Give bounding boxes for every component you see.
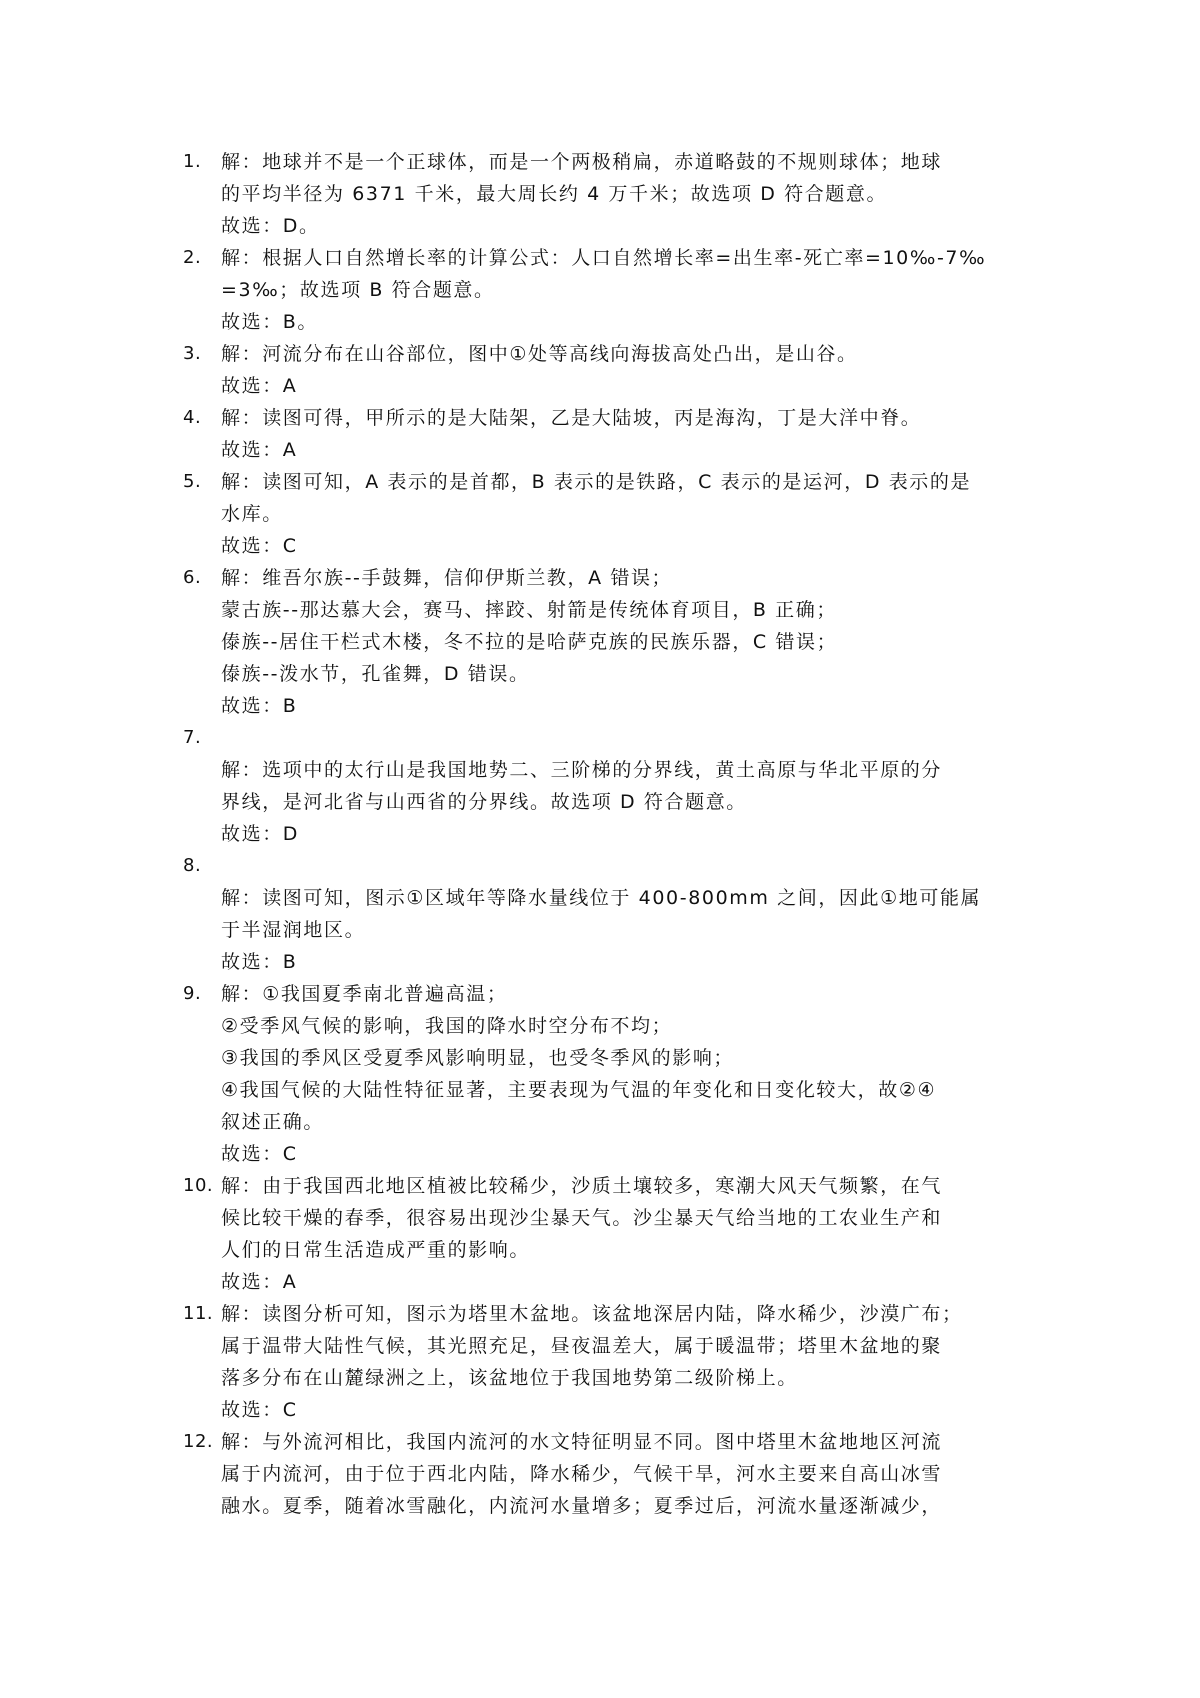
answer-line: 解：地球并不是一个正球体，而是一个两极稍扁，赤道略鼓的不规则球体；地球: [221, 151, 943, 173]
answer-number: 5.: [183, 471, 202, 492]
answer-line: 叙述正确。: [221, 1111, 325, 1133]
answer-choice: 故选：A: [221, 439, 298, 461]
answer-line: 解：选项中的太行山是我国地势二、三阶梯的分界线，黄土高原与华北平原的分: [221, 759, 943, 781]
answer-body: [221, 1426, 1031, 1522]
answer-item-2: [0, 242, 1200, 338]
answer-line: 解：河流分布在山谷部位，图中①处等高线向海拔高处凸出，是山谷。: [221, 343, 858, 365]
answer-number: 11.: [183, 1303, 214, 1324]
answer-choice: 故选：A: [221, 375, 298, 397]
answer-item-10: [0, 1170, 1200, 1298]
answer-body: [221, 978, 1031, 1170]
answer-body: [221, 402, 1031, 466]
answer-line: 落多分布在山麓绿洲之上，该盆地位于我国地势第二级阶梯上。: [221, 1367, 798, 1389]
answer-item-9: [0, 978, 1200, 1170]
answer-line: 融水。夏季，随着冰雪融化，内流河水量增多；夏季过后，河流水量逐渐减少，: [221, 1495, 943, 1517]
answer-line: 属于温带大陆性气候，其光照充足，昼夜温差大，属于暖温带；塔里木盆地的聚: [221, 1335, 943, 1357]
answer-line: 解：①我国夏季南北普遍高温；: [221, 983, 508, 1005]
answer-line: 解：读图可知，图示①区域年等降水量线位于 400-800mm 之间，因此①地可能属: [221, 887, 982, 909]
answer-number: 9.: [183, 983, 202, 1004]
answer-list: [0, 146, 1200, 1522]
answer-choice: 故选：D。: [221, 215, 320, 237]
answer-line: 属于内流河，由于位于西北内陆，降水稀少，气候干旱，河水主要来自高山冰雪: [221, 1463, 943, 1485]
answer-number: 6.: [183, 567, 202, 588]
answer-line: 傣族--居住干栏式木楼，冬不拉的是哈萨克族的民族乐器，C 错误；: [221, 631, 838, 653]
answer-choice: 故选：D: [221, 823, 300, 845]
blank-line: [221, 722, 1031, 754]
answer-item-3: [0, 338, 1200, 402]
answer-line: 解：与外流河相比，我国内流河的水文特征明显不同。图中塔里木盆地地区河流: [221, 1431, 943, 1453]
answer-choice: 故选：B: [221, 951, 298, 973]
answer-line: 于半湿润地区。: [221, 919, 366, 941]
answer-number: 8.: [183, 855, 202, 876]
answer-body: [221, 466, 1031, 562]
answer-line: 候比较干燥的春季，很容易出现沙尘暴天气。沙尘暴天气给当地的工农业生产和: [221, 1207, 943, 1229]
answer-body: [221, 242, 1031, 338]
answer-line: 解：维吾尔族--手鼓舞，信仰伊斯兰教，A 错误；: [221, 567, 673, 589]
answer-line: 傣族--泼水节，孔雀舞，D 错误。: [221, 663, 530, 685]
answer-choice: 故选：B。: [221, 311, 319, 333]
answer-item-11: [0, 1298, 1200, 1426]
answer-line: 界线，是河北省与山西省的分界线。故选项 D 符合题意。: [221, 791, 747, 813]
answer-line: ④我国气候的大陆性特征显著，主要表现为气温的年变化和日变化较大，故②④: [221, 1079, 937, 1101]
answer-line: 解：读图可知，A 表示的是首都，B 表示的是铁路，C 表示的是运河，D 表示的是: [221, 471, 972, 493]
answer-choice: 故选：C: [221, 535, 298, 557]
answer-line: 水库。: [221, 503, 283, 525]
answer-choice: 故选：C: [221, 1143, 298, 1165]
answer-line: 人们的日常生活造成严重的影响。: [221, 1239, 531, 1261]
answer-choice: 故选：A: [221, 1271, 298, 1293]
blank-line: [221, 850, 1031, 882]
answer-number: 10.: [183, 1175, 214, 1196]
answer-line: 解：根据人口自然增长率的计算公式：人口自然增长率=出生率-死亡率=10‰-7‰: [221, 247, 987, 269]
answer-item-6: [0, 562, 1200, 722]
answer-number: 1.: [183, 151, 202, 172]
answer-number: 3.: [183, 343, 202, 364]
answer-body: [221, 338, 1031, 402]
answer-body: [221, 722, 1031, 850]
answer-line: 蒙古族--那达慕大会，赛马、摔跤、射箭是传统体育项目，B 正确；: [221, 599, 837, 621]
answer-line: ③我国的季风区受夏季风影响明显，也受冬季风的影响；: [221, 1047, 735, 1069]
answer-item-7: [0, 722, 1200, 850]
answer-body: [221, 562, 1031, 722]
answer-number: 2.: [183, 247, 202, 268]
answer-choice: 故选：C: [221, 1399, 298, 1421]
answer-number: 7.: [183, 727, 202, 748]
answer-line: 的平均半径为 6371 千米，最大周长约 4 万千米；故选项 D 符合题意。: [221, 183, 888, 205]
answer-item-4: [0, 402, 1200, 466]
answer-line: =3‰；故选项 B 符合题意。: [221, 279, 495, 301]
answer-number: 12.: [183, 1431, 214, 1452]
answer-item-1: [0, 146, 1200, 242]
answer-body: [221, 1170, 1031, 1298]
answer-body: [221, 850, 1031, 978]
answer-line: 解：由于我国西北地区植被比较稀少，沙质土壤较多，寒潮大风天气频繁，在气: [221, 1175, 943, 1197]
answer-item-5: [0, 466, 1200, 562]
answer-item-8: [0, 850, 1200, 978]
answer-number: 4.: [183, 407, 202, 428]
answer-line: 解：读图可得，甲所示的是大陆架，乙是大陆坡，丙是海沟，丁是大洋中脊。: [221, 407, 922, 429]
answer-line: ②受季风气候的影响，我国的降水时空分布不均；: [221, 1015, 673, 1037]
answer-line: 解：读图分析可知，图示为塔里木盆地。该盆地深居内陆，降水稀少，沙漠广布；: [221, 1303, 963, 1325]
answer-body: [221, 1298, 1031, 1426]
answer-body: [221, 146, 1031, 242]
answer-item-12: [0, 1426, 1200, 1522]
answer-choice: 故选：B: [221, 695, 298, 717]
